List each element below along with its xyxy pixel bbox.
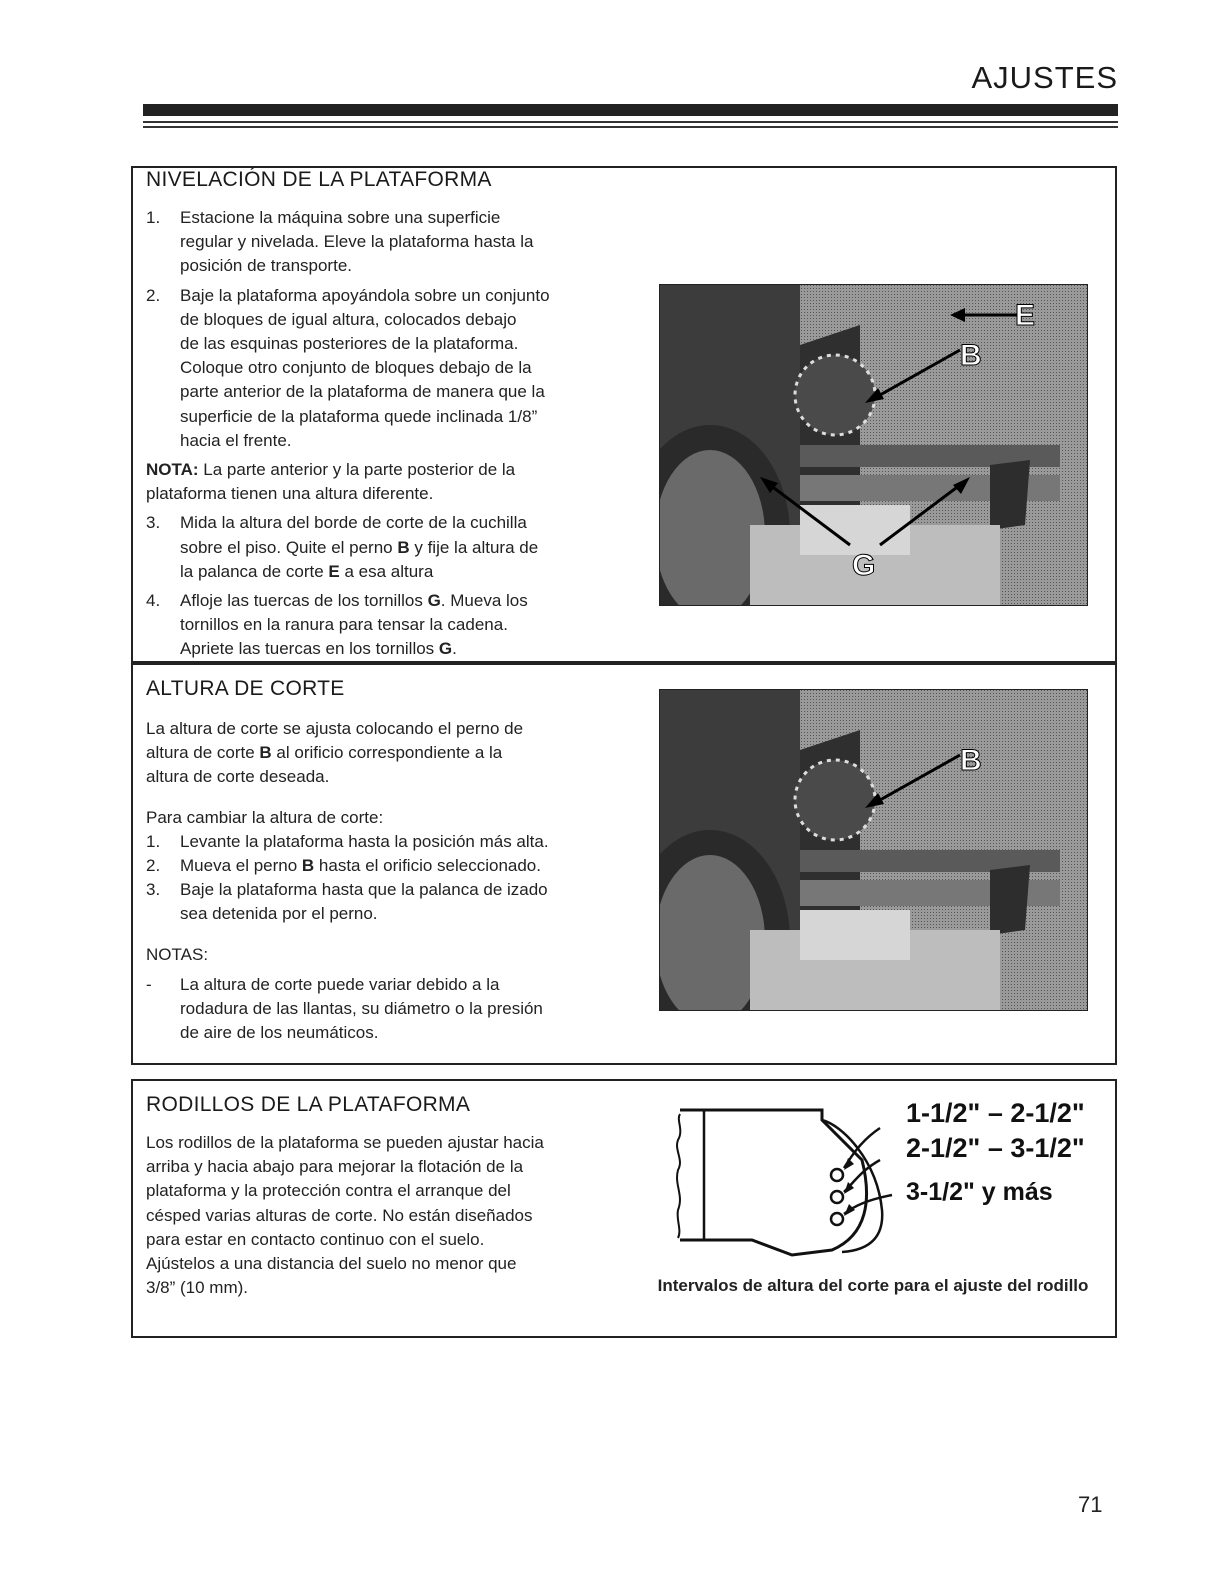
step-text: Mida la altura del borde de corte de la cuchilla (180, 513, 527, 533)
notes-colon: : (203, 944, 209, 964)
page-title: AJUSTES (971, 60, 1118, 95)
body-text: altura de corte (146, 743, 260, 763)
step-number: 2. (146, 856, 161, 876)
photo-label-e: E (1015, 299, 1036, 332)
note-text: La altura de corte puede variar debido a la (180, 974, 500, 994)
list-item (146, 206, 616, 279)
step-text: Baje la plataforma hasta que la palanca de izado (180, 880, 548, 900)
step-text: Afloje las tuercas de los tornillos (180, 591, 428, 611)
step-text: Levante la plataforma hasta la posición más alta. (180, 831, 549, 851)
step-text: a esa altura (339, 561, 434, 581)
diagram-caption: Intervalos de altura del corte para el ajuste del rodillo (657, 1276, 1089, 1295)
paragraph: Para cambiar la altura de corte: (146, 807, 384, 827)
list-item (146, 589, 616, 662)
body-text: La altura de corte se ajusta colocando el perno de (146, 719, 524, 738)
roller-diagram (672, 1100, 902, 1260)
bold-ref: G (438, 639, 453, 659)
body-text: césped varias alturas de corte. No están diseñados (146, 1205, 533, 1225)
step-text: sea detenida por el perno. (180, 904, 378, 924)
roller-range-label: 1-1/2" – 2-1/2" (906, 1098, 1085, 1128)
step-text: de las esquinas posteriores de la plataforma. (180, 334, 519, 354)
step-text: la palanca de corte (180, 561, 329, 581)
step-number: 4. (146, 591, 161, 611)
list-item (146, 511, 616, 584)
photo-label-g: G (852, 549, 876, 582)
note-text: La parte anterior y la parte posterior de la (198, 460, 516, 480)
notes-label: NOTAS (146, 944, 204, 964)
bold-ref: B (397, 537, 410, 557)
header-rule-thin (143, 121, 1118, 123)
note-text: rodadura de las llantas, su diámetro o la presión (180, 999, 543, 1019)
list-item (146, 830, 616, 854)
paragraph (146, 717, 616, 790)
note (146, 458, 616, 506)
step-text: Mueva el perno (180, 856, 302, 876)
bold-ref: B (259, 743, 272, 763)
body-text: Ajústelos a una distancia del suelo no menor que (146, 1254, 517, 1274)
step-text: regular y nivelada. Eleve la plataforma hasta la (180, 232, 534, 252)
roller-range-label: 2-1/2" – 3-1/2" (906, 1133, 1085, 1163)
photo-label-b: B (960, 339, 982, 372)
step-text: parte anterior de la plataforma de manera que la (180, 382, 545, 402)
page-number: 71 (1078, 1492, 1103, 1517)
step-text: hasta el orificio seleccionado. (314, 856, 541, 876)
photo-label-b: B (960, 744, 982, 777)
bold-ref: B (301, 856, 315, 876)
section-cutting-height (131, 663, 1117, 1065)
body-text: Los rodillos de la plataforma se pueden ajustar hacia (146, 1133, 544, 1152)
body-text: plataforma y la protección contra el arranque del (146, 1181, 511, 1201)
note-label: NOTA: (146, 460, 199, 480)
list-item (146, 973, 616, 1046)
bullet: - (146, 974, 152, 994)
step-text: . (452, 639, 457, 659)
section-body (146, 1131, 616, 1300)
list-item (146, 284, 616, 453)
body-text: al orificio correspondiente a la (271, 743, 503, 763)
step-number: 1. (146, 208, 161, 227)
step-number: 2. (146, 285, 161, 305)
step-text: Apriete las tuercas en los tornillos (180, 639, 439, 659)
step-text: y fije la altura de (409, 537, 539, 557)
step-number: 3. (146, 880, 161, 900)
header-rule-thick (143, 104, 1118, 116)
step-text: . Mueva los (440, 591, 528, 611)
step-text: Coloque otro conjunto de bloques debajo de la (180, 358, 532, 378)
header-rule-thin (143, 126, 1118, 128)
step-text: posición de transporte. (180, 256, 352, 276)
step-text: hacia el frente. (180, 430, 292, 450)
note-text: de aire de los neumáticos. (180, 1023, 379, 1043)
list-item (146, 854, 616, 878)
step-text: Estacione la máquina sobre una superficie (180, 208, 501, 227)
step-text: tornillos en la ranura para tensar la cadena. (180, 615, 508, 635)
step-number: 1. (146, 831, 161, 851)
note-text: plataforma tienen una altura diferente. (146, 484, 434, 504)
deck-leveling-photo (659, 284, 1088, 606)
step-text: superficie de la plataforma quede inclinada 1/8” (180, 406, 538, 426)
section-title: ALTURA DE CORTE (146, 677, 345, 700)
list-item (146, 878, 616, 926)
section-deck-leveling (131, 166, 1117, 663)
section-title: NIVELACIÓN DE LA PLATAFORMA (146, 168, 492, 191)
step-text: Baje la plataforma apoyándola sobre un conjunto (180, 285, 550, 305)
step-text: sobre el piso. Quite el perno (180, 537, 398, 557)
cutting-height-photo (659, 689, 1088, 1011)
section-title: RODILLOS DE LA PLATAFORMA (146, 1093, 471, 1116)
body-text: arriba y hacia abajo para mejorar la flotación de la (146, 1157, 524, 1177)
bold-ref: E (328, 561, 340, 581)
body-text: altura de corte deseada. (146, 767, 330, 787)
notes-heading (146, 943, 616, 967)
step-number: 3. (146, 513, 161, 533)
section-body (146, 717, 616, 1045)
body-text: para estar en contacto continuo con el suelo. (146, 1229, 485, 1249)
body-text: 3/8” (10 mm). (146, 1278, 249, 1298)
step-text: de bloques de igual altura, colocados debajo (180, 309, 517, 329)
bold-ref: G (427, 591, 441, 611)
roller-range-label: 3-1/2" y más (906, 1178, 1053, 1206)
section-body (146, 206, 616, 662)
